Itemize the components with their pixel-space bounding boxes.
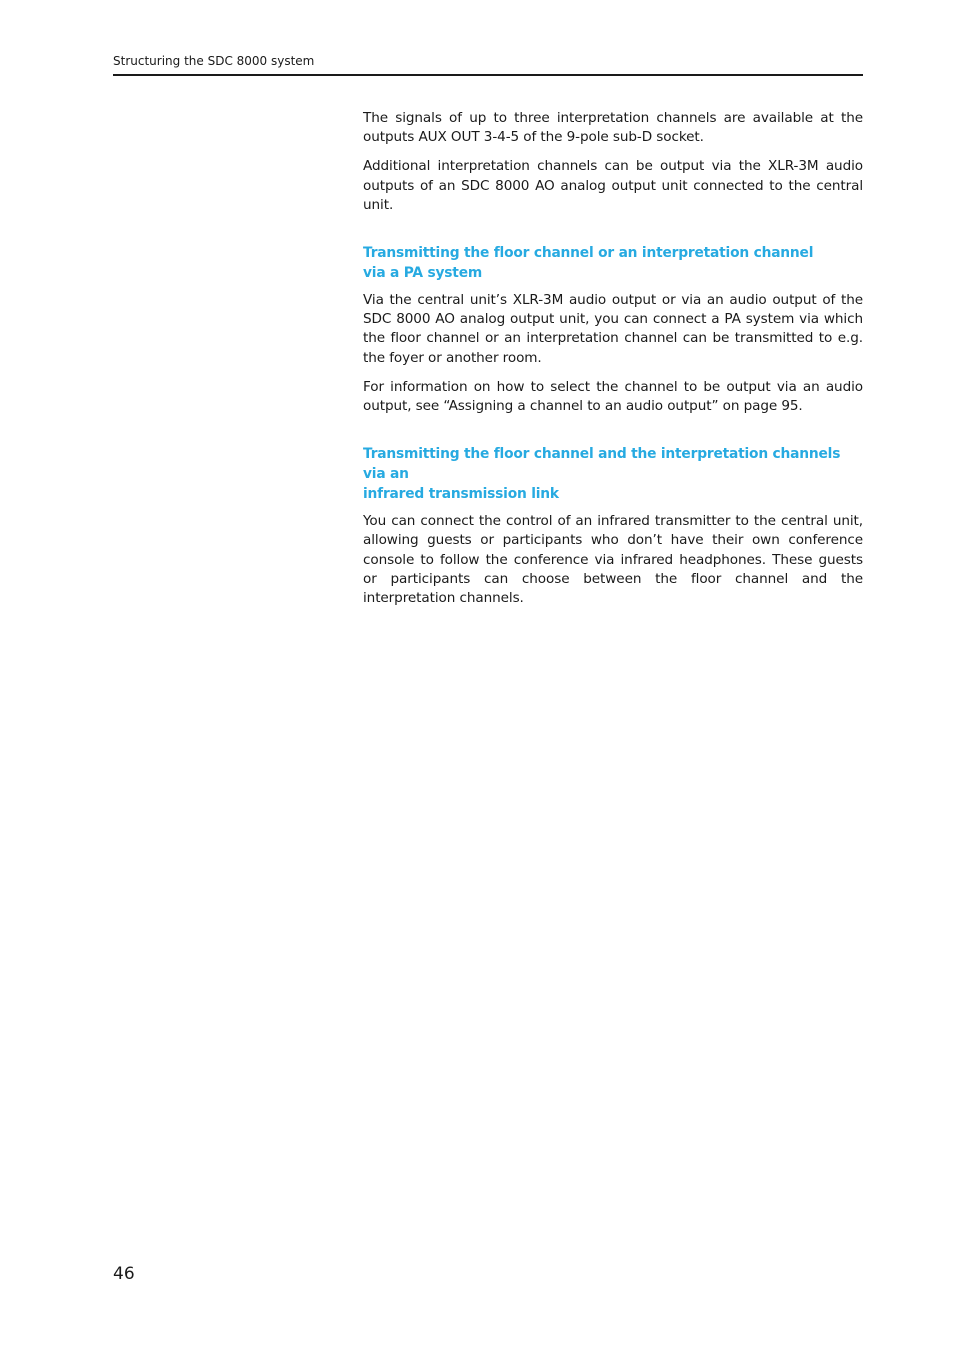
page-number: 46 — [113, 1264, 135, 1284]
pa-system-paragraph-1: Via the central unit’s XLR-3M audio output or via an audio output of the SDC 8000 AO analog output unit, you can connect a PA system via which the floor channel or an interpretation channel can be transmitted to e.g. the foyer or another room. — [363, 292, 863, 366]
section-heading-line: Transmitting the floor channel or an interpretation channel — [363, 245, 814, 262]
section-heading-line: Transmitting the floor channel and the interpretation channels via an — [363, 446, 841, 483]
main-content — [363, 109, 863, 618]
infrared-paragraph-1: You can connect the control of an infrared transmitter to the central unit, allowing guests or participants who don’t have their own conference console to follow the conference via infrared headphones. These guests or participants can choose between the floor channel and the interpretation channels. — [363, 513, 863, 607]
section-heading-infrared — [363, 444, 863, 504]
intro-paragraph-2: Additional interpretation channels can be output via the XLR-3M audio outputs of an SDC 8000 AO analog output unit connected to the central unit. — [363, 158, 863, 213]
intro-paragraph-1: The signals of up to three interpretation channels are available at the outputs AUX OUT 3-4-5 of the 9-pole sub-D socket. — [363, 110, 863, 146]
section-heading-line: infrared transmission link — [363, 486, 559, 503]
pa-system-paragraph-2: For information on how to select the channel to be output via an audio output, see “Assigning a channel to an audio output” on page 95. — [363, 378, 863, 415]
section-heading-pa-system — [363, 243, 863, 283]
header-rule — [113, 74, 863, 76]
running-header-title: Structuring the SDC 8000 system — [113, 54, 315, 68]
section-heading-line: via a PA system — [363, 265, 483, 282]
